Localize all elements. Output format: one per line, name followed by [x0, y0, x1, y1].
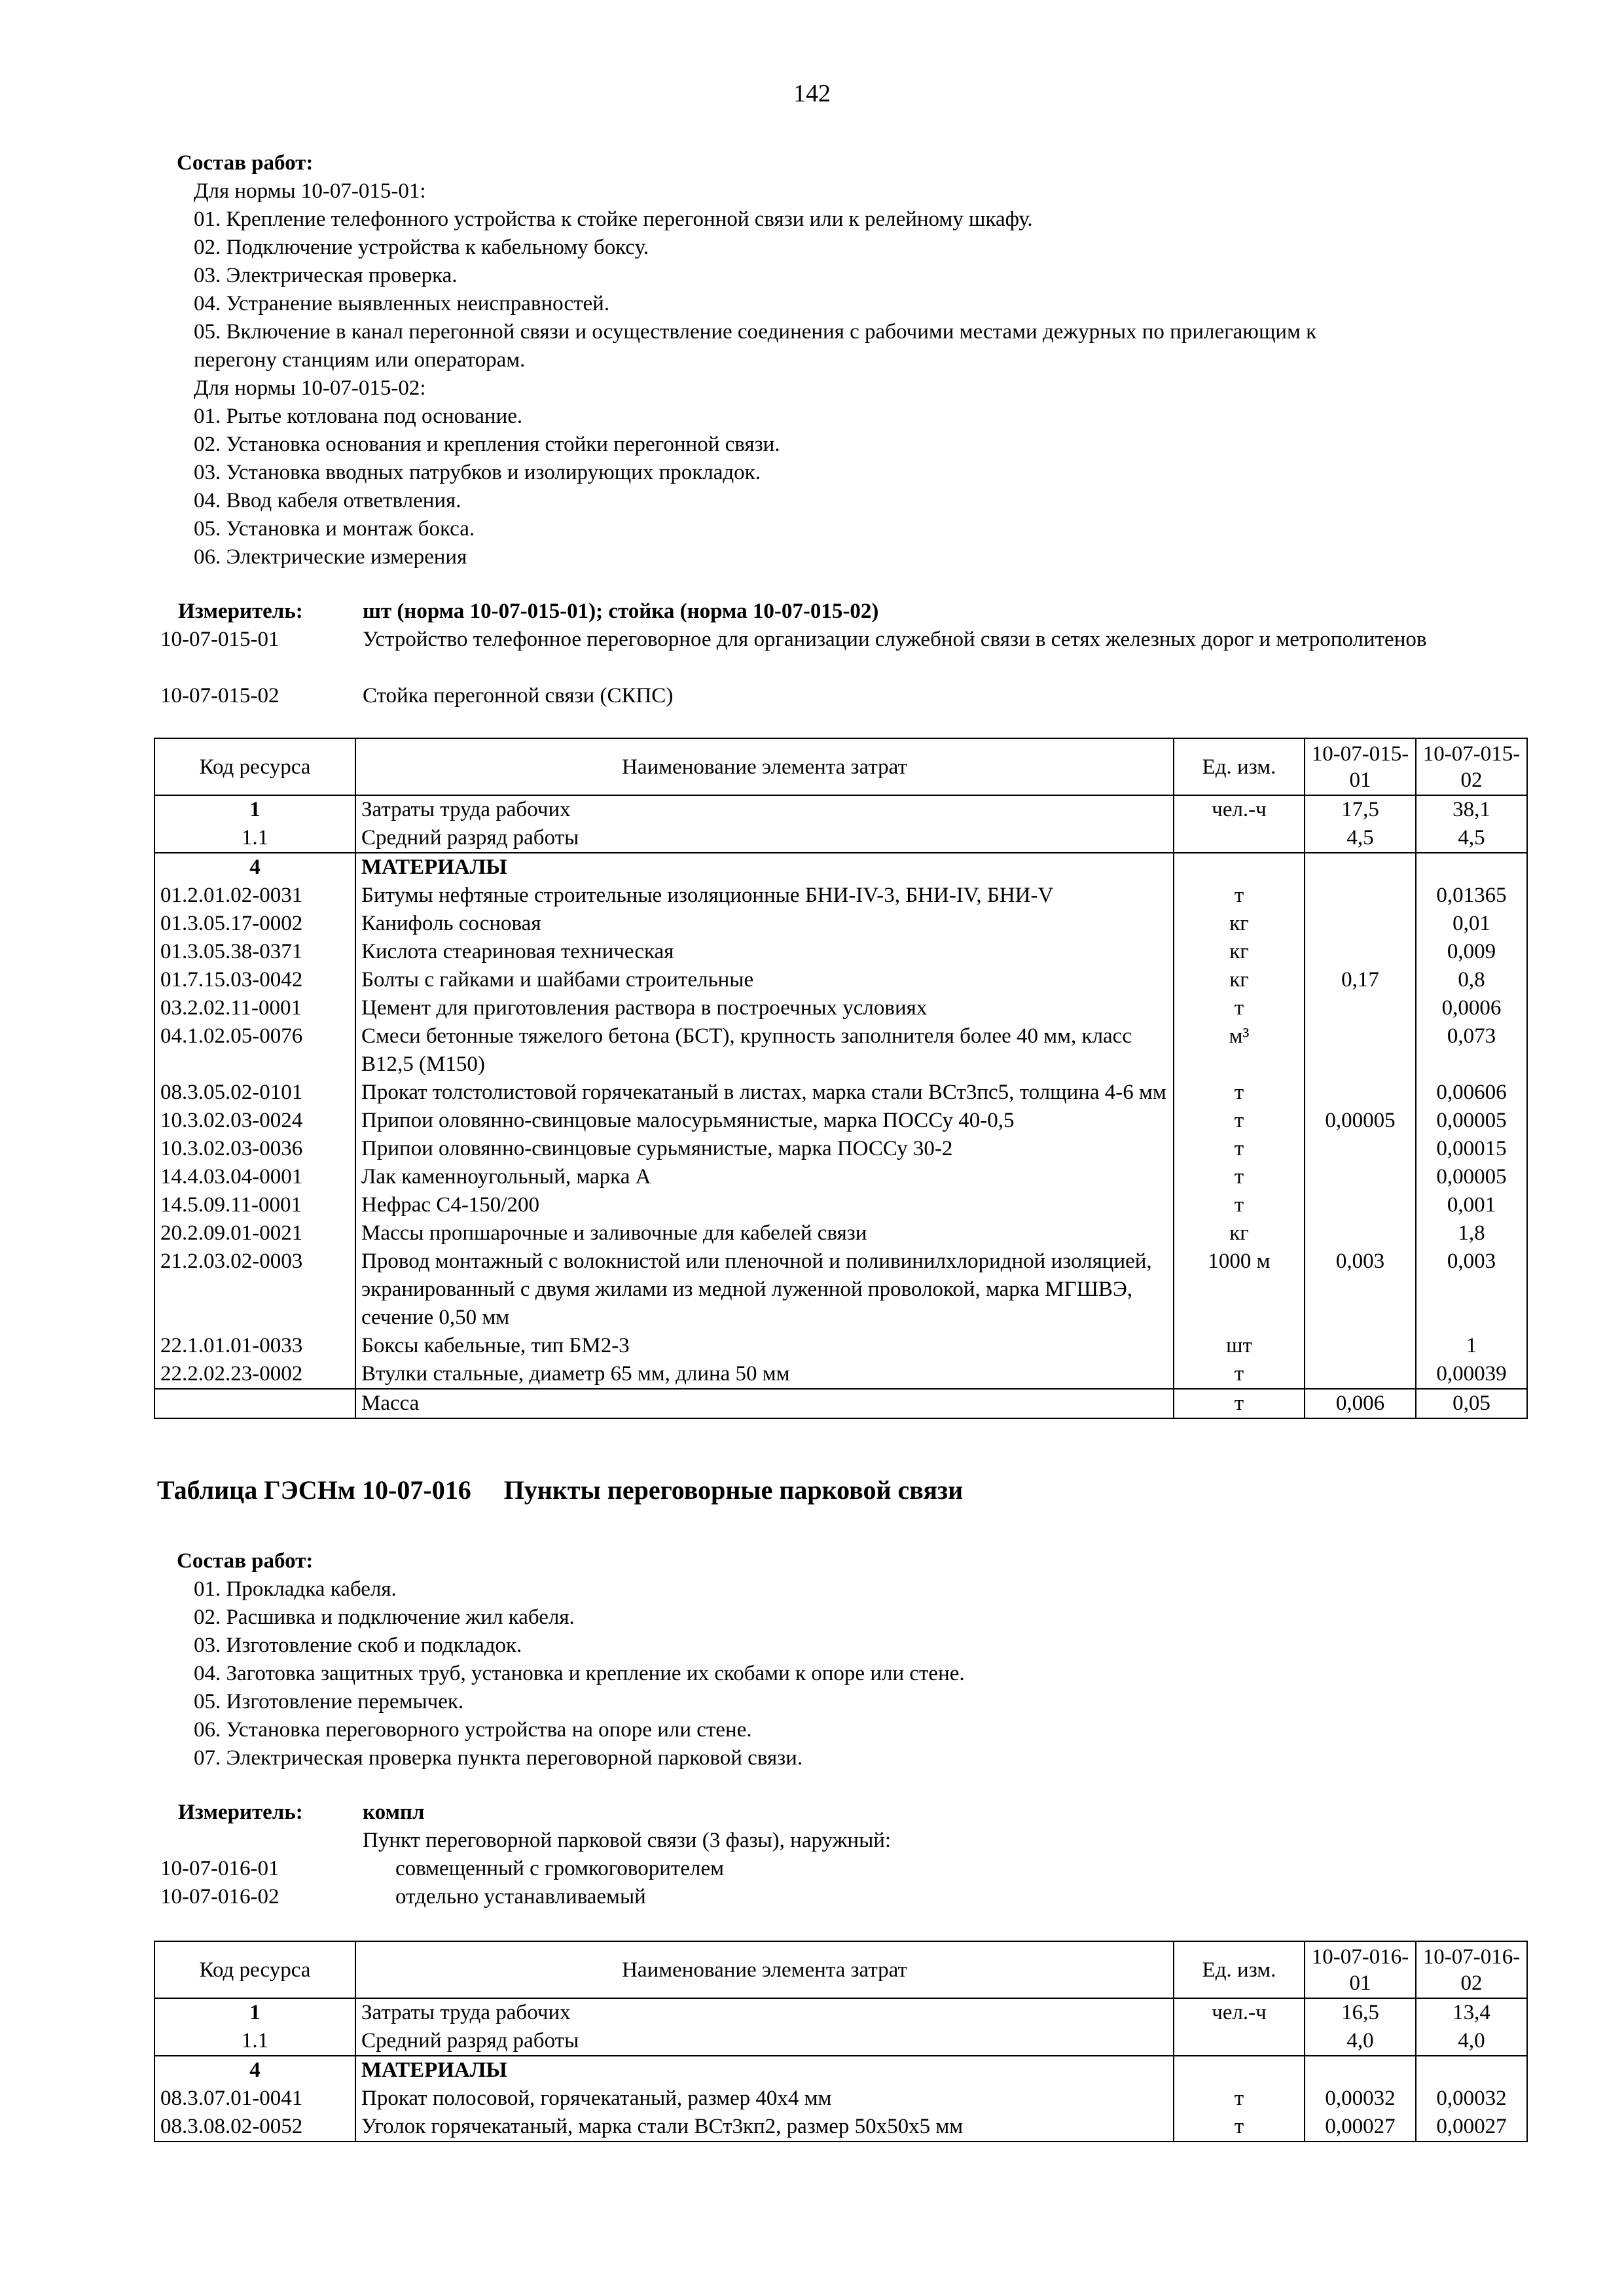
norm-value-1 — [1305, 853, 1416, 882]
header-name: Наименование элемента затрат — [355, 738, 1174, 795]
works-line: 06. Установка переговорного устройства на опоре или стене. — [194, 1718, 752, 1742]
norm-value-1: 0,00027 — [1305, 2113, 1416, 2142]
resource-name: МАТЕРИАЛЫ — [355, 853, 1174, 882]
norm-text: отдельно устанавливаемый — [395, 1885, 646, 1909]
resource-code: 01.7.15.03-0042 — [154, 966, 355, 994]
resource-code: 04.1.02.05-0076 — [154, 1022, 355, 1079]
header-name: Наименование элемента затрат — [355, 1941, 1174, 1998]
norm-value-2: 1 — [1416, 1332, 1527, 1360]
works-line: 02. Расшивка и подключение жил кабеля. — [194, 1605, 575, 1629]
norm-value-2: 0,00032 — [1416, 2085, 1527, 2113]
table-row — [154, 1332, 1527, 1360]
resource-code: 20.2.09.01-0021 — [154, 1219, 355, 1247]
table-row — [154, 1191, 1527, 1219]
page-number: 142 — [793, 80, 831, 107]
resource-name: Кислота стеариновая техническая — [355, 938, 1174, 966]
norm-value-1: 0,17 — [1305, 966, 1416, 994]
works-line: 04. Заготовка защитных труб, установка и крепление их скобами к опоре или стене. — [194, 1662, 965, 1685]
table-row — [154, 2113, 1527, 2142]
works-line: 06. Электрические измерения — [194, 545, 467, 569]
norm-code: 10-07-016-02 — [160, 1885, 280, 1909]
resource-code: 14.4.03.04-0001 — [154, 1163, 355, 1191]
works-line: 01. Прокладка кабеля. — [194, 1577, 397, 1601]
resource-code: 01.3.05.17-0002 — [154, 910, 355, 938]
norm-value-1 — [1305, 1332, 1416, 1360]
resource-unit — [1174, 853, 1305, 882]
norm-value-2: 4,5 — [1416, 824, 1527, 853]
works-header: Состав работ: — [177, 151, 314, 175]
resource-code: 03.2.02.11-0001 — [154, 994, 355, 1022]
resource-name: Уголок горячекатаный, марка стали ВСт3кп2, размер 50х50х5 мм — [355, 2113, 1174, 2142]
works-line: 03. Установка вводных патрубков и изолирующих прокладок. — [194, 461, 761, 484]
resource-unit — [1174, 2056, 1305, 2085]
resource-name: Прокат толстолистовой горячекатаный в листах, марка стали ВСт3пс5, толщина 4-6 мм — [355, 1079, 1174, 1107]
works-line: Для нормы 10-07-015-01: — [194, 179, 426, 203]
resource-unit: т — [1174, 1135, 1305, 1163]
measure-description: Пункт переговорной парковой связи (3 фазы), наружный: — [363, 1829, 892, 1852]
resource-unit: кг — [1174, 938, 1305, 966]
norm-value-2 — [1416, 2056, 1527, 2085]
resource-code — [154, 1389, 355, 1418]
resource-code: 22.1.01.01-0033 — [154, 1332, 355, 1360]
resource-unit: кг — [1174, 910, 1305, 938]
norm-value-1 — [1305, 1135, 1416, 1163]
resource-name: Масса — [355, 1389, 1174, 1418]
table-row — [154, 1360, 1527, 1389]
works-section-2 — [177, 1547, 1519, 1772]
table-row — [154, 1079, 1527, 1107]
works-line: 02. Установка основания и крепления стойки перегонной связи. — [194, 433, 780, 456]
table-row — [154, 1219, 1527, 1247]
resource-unit: т — [1174, 1079, 1305, 1107]
resource-unit: м³ — [1174, 1022, 1305, 1079]
norm-value-1: 17,5 — [1305, 795, 1416, 824]
norm-value-2: 0,00005 — [1416, 1163, 1527, 1191]
norm-value-1 — [1305, 910, 1416, 938]
resource-code: 01.2.01.02-0031 — [154, 882, 355, 910]
resource-unit: шт — [1174, 1332, 1305, 1360]
table-row — [154, 795, 1527, 824]
norm-value-2: 0,00606 — [1416, 1079, 1527, 1107]
resource-name: Битумы нефтяные строительные изоляционные БНИ-IV-3, БНИ-IV, БНИ-V — [355, 882, 1174, 910]
norm-value-2: 0,01 — [1416, 910, 1527, 938]
norm-value-2: 0,8 — [1416, 966, 1527, 994]
table-row — [154, 882, 1527, 910]
resource-name: Затраты труда рабочих — [355, 1998, 1174, 2027]
norm-code: 10-07-015-01 — [160, 628, 280, 651]
table-row — [154, 1998, 1527, 2027]
works-line: 01. Крепление телефонного устройства к стойке перегонной связи или к релейному шкафу. — [194, 207, 1033, 231]
resource-code: 10.3.02.03-0036 — [154, 1135, 355, 1163]
resource-name: МАТЕРИАЛЫ — [355, 2056, 1174, 2085]
resource-name: Припои оловянно-свинцовые сурьмянистые, марка ПОССу 30-2 — [355, 1135, 1174, 1163]
works-line: перегону станциям или операторам. — [194, 348, 526, 372]
norm-value-1: 0,00005 — [1305, 1107, 1416, 1135]
measure-label: Измеритель: — [178, 1801, 303, 1824]
works-line: 07. Электрическая проверка пункта переговорной парковой связи. — [194, 1746, 803, 1770]
table-row — [154, 2085, 1527, 2113]
norm-value-1 — [1305, 1079, 1416, 1107]
resource-name: Провод монтажный с волокнистой или пленочной и поливинилхлоридной изоляцией, экранированный с двумя жилами из медной луженной проволокой, марка МГШВЭ, сечение 0,50 мм — [355, 1247, 1174, 1332]
norm-value-2: 0,0006 — [1416, 994, 1527, 1022]
resource-unit: кг — [1174, 966, 1305, 994]
works-section-1 — [177, 149, 1519, 571]
norm-value-1: 4,5 — [1305, 824, 1416, 853]
table-row — [154, 994, 1527, 1022]
norm-value-2: 13,4 — [1416, 1998, 1527, 2027]
resource-unit: чел.-ч — [1174, 795, 1305, 824]
norm-value-2: 0,001 — [1416, 1191, 1527, 1219]
measure-value: шт (норма 10-07-015-01); стойка (норма 10-07-015-02) — [363, 600, 879, 623]
works-line: 05. Включение в канал перегонной связи и осуществление соединения с рабочими местами дежурных по прилегающим к — [194, 320, 1317, 344]
resource-name: Канифоль сосновая — [355, 910, 1174, 938]
measure-label: Измеритель: — [178, 600, 303, 623]
works-line: Для нормы 10-07-015-02: — [194, 376, 426, 400]
norm-code: 10-07-015-02 — [160, 684, 280, 708]
header-norm-1: 10-07-015-01 — [1305, 738, 1416, 795]
resource-unit: кг — [1174, 1219, 1305, 1247]
norm-value-1: 4,0 — [1305, 2027, 1416, 2056]
norm-value-2: 0,003 — [1416, 1247, 1527, 1332]
norm-value-1 — [1305, 2056, 1416, 2085]
resource-code: 01.3.05.38-0371 — [154, 938, 355, 966]
resource-unit: т — [1174, 1389, 1305, 1418]
table-row — [154, 853, 1527, 882]
resource-unit: т — [1174, 1360, 1305, 1389]
works-line: 01. Рытье котлована под основание. — [194, 404, 523, 428]
resource-code: 4 — [154, 853, 355, 882]
norm-value-1: 0,006 — [1305, 1389, 1416, 1418]
resource-unit: т — [1174, 1191, 1305, 1219]
resource-name: Цемент для приготовления раствора в построечных условиях — [355, 994, 1174, 1022]
table-title-code: Таблица ГЭСНм 10-07-016 — [157, 1475, 471, 1505]
resource-name: Смеси бетонные тяжелого бетона (БСТ), крупность заполнителя более 40 мм, класс В12,5 (М150) — [355, 1022, 1174, 1079]
table-row — [154, 1022, 1527, 1079]
norm-value-1 — [1305, 1163, 1416, 1191]
norm-value-1: 16,5 — [1305, 1998, 1416, 2027]
resource-name: Средний разряд работы — [355, 2027, 1174, 2056]
resource-code: 14.5.09.11-0001 — [154, 1191, 355, 1219]
resource-table-2 — [154, 1941, 1528, 2142]
table-row — [154, 1389, 1527, 1418]
norm-value-2: 0,05 — [1416, 1389, 1527, 1418]
works-header: Состав работ: — [177, 1549, 314, 1573]
resource-code: 08.3.05.02-0101 — [154, 1079, 355, 1107]
resource-name: Болты с гайками и шайбами строительные — [355, 966, 1174, 994]
norm-value-2: 38,1 — [1416, 795, 1527, 824]
norm-value-1 — [1305, 1219, 1416, 1247]
works-line: 04. Ввод кабеля ответвления. — [194, 489, 461, 512]
table-row — [154, 1247, 1527, 1332]
measure-value: компл — [363, 1801, 425, 1824]
header-norm-2: 10-07-016-02 — [1416, 1941, 1527, 1998]
measure-section-1 — [160, 598, 1568, 710]
norm-value-2: 0,01365 — [1416, 882, 1527, 910]
resource-code: 1.1 — [154, 824, 355, 853]
table-row — [154, 2056, 1527, 2085]
norm-value-1 — [1305, 882, 1416, 910]
resource-unit: т — [1174, 1163, 1305, 1191]
table-row — [154, 2027, 1527, 2056]
works-line: 03. Изготовление скоб и подкладок. — [194, 1634, 522, 1657]
norm-text: Устройство телефонное переговорное для организации служебной связи в сетях железных дорог и метрополитенов — [363, 628, 1427, 651]
measure-section-2 — [160, 1799, 1568, 1911]
table-row — [154, 1107, 1527, 1135]
resource-unit: т — [1174, 2085, 1305, 2113]
resource-name: Припои оловянно-свинцовые малосурьмянистые, марка ПОССу 40-0,5 — [355, 1107, 1174, 1135]
resource-name: Втулки стальные, диаметр 65 мм, длина 50 мм — [355, 1360, 1174, 1389]
norm-value-2: 0,009 — [1416, 938, 1527, 966]
resource-code: 08.3.07.01-0041 — [154, 2085, 355, 2113]
resource-code: 1 — [154, 1998, 355, 2027]
norm-value-2: 4,0 — [1416, 2027, 1527, 2056]
header-norm-1: 10-07-016-01 — [1305, 1941, 1416, 1998]
norm-code: 10-07-016-01 — [160, 1857, 280, 1880]
resource-unit — [1174, 824, 1305, 853]
resource-code: 08.3.08.02-0052 — [154, 2113, 355, 2142]
header-code: Код ресурса — [154, 1941, 355, 1998]
resource-unit: т — [1174, 2113, 1305, 2142]
resource-name: Прокат полосовой, горячекатаный, размер 40х4 мм — [355, 2085, 1174, 2113]
table-title-name: Пункты переговорные парковой связи — [503, 1475, 964, 1505]
resource-code: 10.3.02.03-0024 — [154, 1107, 355, 1135]
norm-value-1: 0,003 — [1305, 1247, 1416, 1332]
resource-table-1 — [154, 738, 1528, 1419]
header-norm-2: 10-07-015-02 — [1416, 738, 1527, 795]
resource-unit: т — [1174, 882, 1305, 910]
resource-code: 21.2.03.02-0003 — [154, 1247, 355, 1332]
table-row — [154, 1135, 1527, 1163]
resource-code: 4 — [154, 2056, 355, 2085]
table-row — [154, 938, 1527, 966]
resource-name: Массы пропшарочные и заливочные для кабелей связи — [355, 1219, 1174, 1247]
norm-value-1 — [1305, 994, 1416, 1022]
header-unit: Ед. изм. — [1174, 738, 1305, 795]
resource-code: 1 — [154, 795, 355, 824]
norm-value-1: 0,00032 — [1305, 2085, 1416, 2113]
resource-unit: чел.-ч — [1174, 1998, 1305, 2027]
norm-value-2: 0,00027 — [1416, 2113, 1527, 2142]
resource-unit: т — [1174, 1107, 1305, 1135]
norm-value-2: 0,00039 — [1416, 1360, 1527, 1389]
works-line: 03. Электрическая проверка. — [194, 264, 458, 287]
resource-unit — [1174, 2027, 1305, 2056]
resource-name: Затраты труда рабочих — [355, 795, 1174, 824]
norm-value-1 — [1305, 938, 1416, 966]
norm-text: совмещенный с громкоговорителем — [395, 1857, 724, 1880]
norm-value-2 — [1416, 853, 1527, 882]
table-row — [154, 966, 1527, 994]
norm-value-1 — [1305, 1022, 1416, 1079]
resource-name: Нефрас С4-150/200 — [355, 1191, 1174, 1219]
norm-value-1 — [1305, 1191, 1416, 1219]
norm-value-1 — [1305, 1360, 1416, 1389]
resource-code: 22.2.02.23-0002 — [154, 1360, 355, 1389]
resource-unit: 1000 м — [1174, 1247, 1305, 1332]
norm-value-2: 0,00005 — [1416, 1107, 1527, 1135]
table-title — [157, 1476, 963, 1504]
norm-value-2: 1,8 — [1416, 1219, 1527, 1247]
norm-value-2: 0,073 — [1416, 1022, 1527, 1079]
works-line: 04. Устранение выявленных неисправностей. — [194, 292, 610, 315]
works-line: 02. Подключение устройства к кабельному боксу. — [194, 236, 649, 259]
norm-value-2: 0,00015 — [1416, 1135, 1527, 1163]
resource-code: 1.1 — [154, 2027, 355, 2056]
header-code: Код ресурса — [154, 738, 355, 795]
norm-text: Стойка перегонной связи (СКПС) — [363, 684, 674, 708]
resource-name: Боксы кабельные, тип БМ2-3 — [355, 1332, 1174, 1360]
resource-name: Средний разряд работы — [355, 824, 1174, 853]
resource-name: Лак каменноугольный, марка А — [355, 1163, 1174, 1191]
header-unit: Ед. изм. — [1174, 1941, 1305, 1998]
table-row — [154, 824, 1527, 853]
table-row — [154, 1163, 1527, 1191]
works-line: 05. Установка и монтаж бокса. — [194, 517, 475, 541]
works-line: 05. Изготовление перемычек. — [194, 1690, 464, 1713]
resource-unit: т — [1174, 994, 1305, 1022]
table-row — [154, 910, 1527, 938]
